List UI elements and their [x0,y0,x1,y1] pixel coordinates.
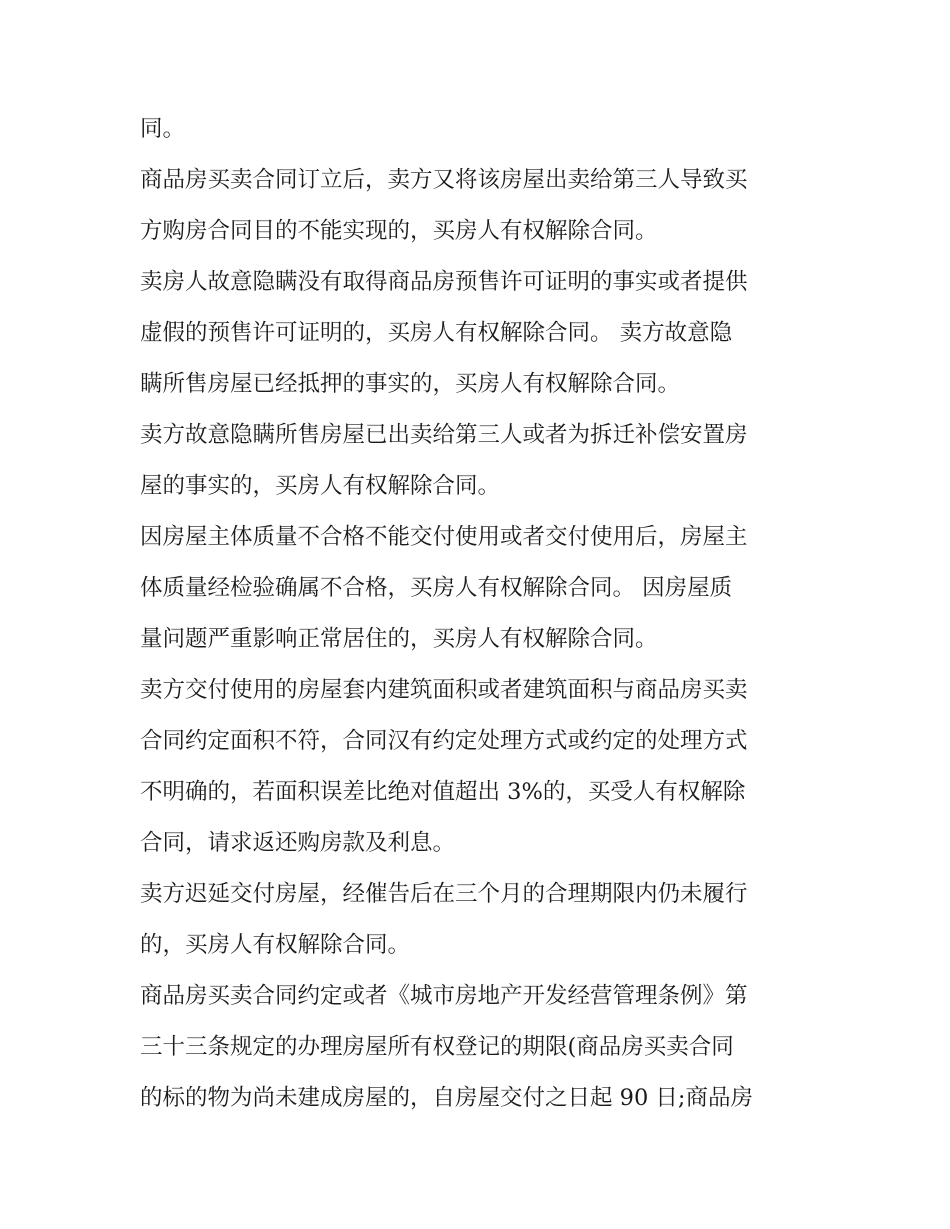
text-line: 合同约定面积不符，合同汉有约定处理方式或约定的处理方式 [140,728,748,754]
text-line: 不明确的，若面积误差比绝对值超出 3%的，买受人有权解除 [140,779,746,805]
text-line: 卖方故意隐瞒所售房屋已出卖给第三人或者为拆迁补偿安置房 [140,422,748,448]
text-line: 卖方迟延交付房屋，经催告后在三个月的合理期限内仍未履行 [140,881,748,907]
text-line: 的标的物为尚未建成房屋的，自房屋交付之日起 90 日;商品房 [140,1085,754,1111]
text-line: 卖方交付使用的房屋套内建筑面积或者建筑面积与商品房买卖 [140,677,748,703]
text-line: 方购房合同目的不能实现的，买房人有权解除合同。 [140,218,658,244]
text-line: 卖房人故意隐瞒没有取得商品房预售许可证明的事实或者提供 [140,269,748,295]
text-line: 商品房买卖合同订立后，卖方又将该房屋出卖给第三人导致买 [140,167,748,193]
text-line: 瞒所售房屋已经抵押的事实的，买房人有权解除合同。 [140,371,681,397]
text-line: 合同，请求返还购房款及利息。 [140,830,456,856]
text-line: 虚假的预售许可证明的，买房人有权解除合同。 卖方故意隐 [140,320,733,346]
text-line: 的，买房人有权解除合同。 [140,932,411,958]
text-line: 同。 [140,116,186,142]
text-line: 体质量经检验确属不合格，买房人有权解除合同。 因房屋质 [140,575,733,601]
text-line: 因房屋主体质量不合格不能交付使用或者交付使用后，房屋主 [140,524,748,550]
text-line: 三十三条规定的办理房屋所有权登记的期限(商品房买卖合同 [140,1034,734,1060]
text-line: 量问题严重影响正常居住的，买房人有权解除合同。 [140,626,658,652]
text-line: 商品房买卖合同约定或者《城市房地产开发经营管理条例》第 [140,983,748,1009]
text-line: 屋的事实的，买房人有权解除合同。 [140,473,501,499]
document-body [140,108,820,1128]
